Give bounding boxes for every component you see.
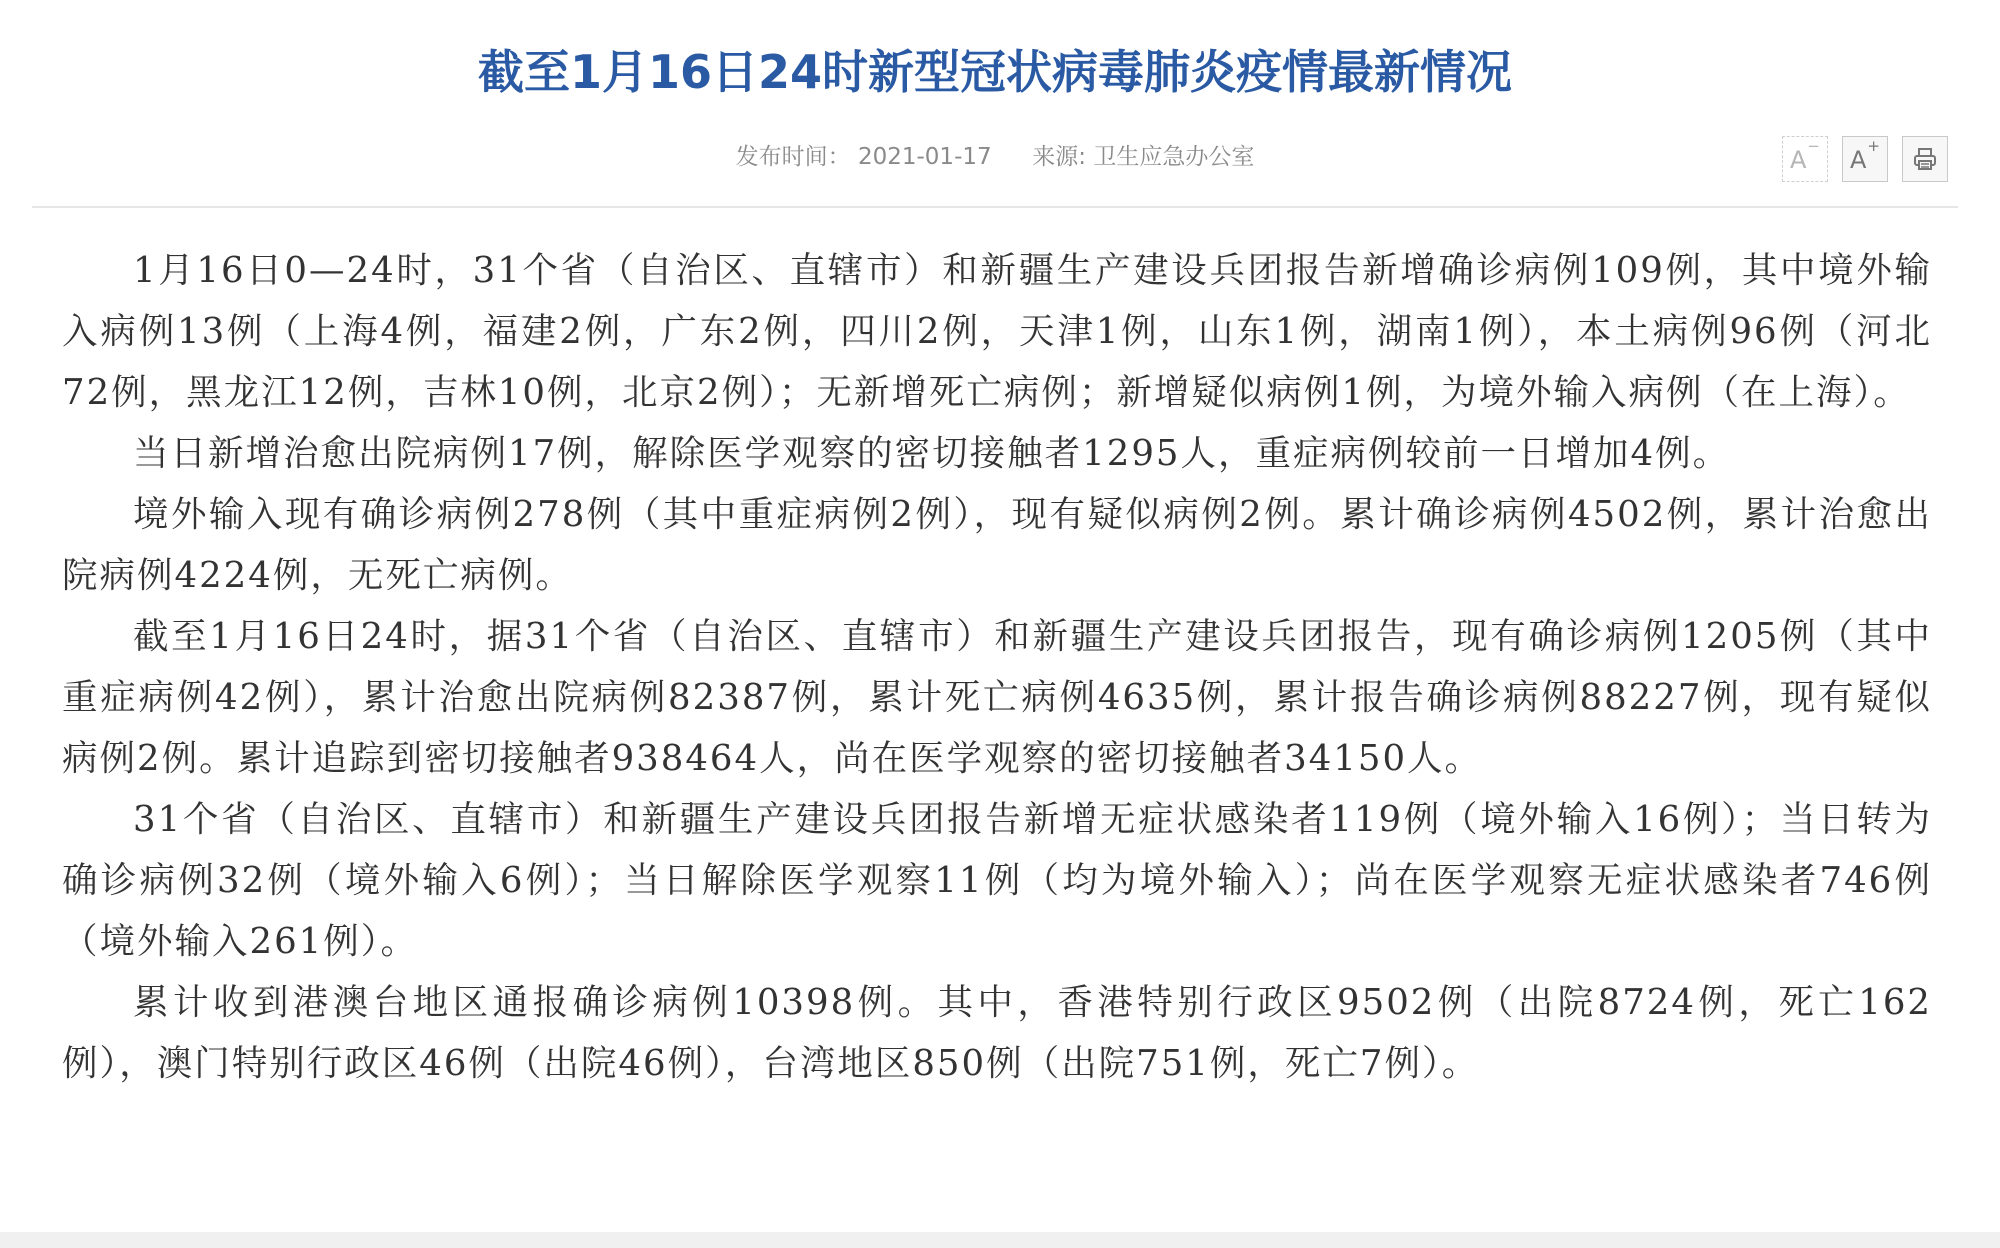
paragraph: 境外输入现有确诊病例278例（其中重症病例2例），现有疑似病例2例。累计确诊病例4502例，累计治愈出院病例4224例，无死亡病例。 <box>62 494 1932 596</box>
source-label: 来源: <box>1032 144 1087 170</box>
paragraph: 截至1月16日24时，据31个省（自治区、直辖市）和新疆生产建设兵团报告，现有确诊病例1205例（其中重症病例42例），累计治愈出院病例82387例，累计死亡病例4635例，累计报告确诊病例88227例，现有疑似病例2例。累计追踪到密切接触者938464人，尚在医学观察的密切接触者34150人。 <box>62 616 1932 779</box>
font-decrease-icon: A− <box>1790 136 1820 174</box>
publish-date: 2021-01-17 <box>857 144 992 170</box>
paragraph: 1月16日0—24时，31个省（自治区、直辖市）和新疆生产建设兵团报告新增确诊病例109例，其中境外输入病例13例（上海4例，福建2例，广东2例，四川2例，天津1例，山东1例，湖南1例），本土病例96例（河北72例，黑龙江12例，吉林10例，北京2例）；无新增死亡病例；新增疑似病例1例，为境外输入病例（在上海）。 <box>62 250 1932 413</box>
paragraph: 31个省（自治区、直辖市）和新疆生产建设兵团报告新增无症状感染者119例（境外输入16例）；当日转为确诊病例32例（境外输入6例）；当日解除医学观察11例（均为境外输入）；尚在医学观察无症状感染者746例（境外输入261例）。 <box>62 799 1932 962</box>
article-body <box>62 240 1932 1094</box>
article-title: 截至1月16日24时新型冠状病毒肺炎疫情最新情况 <box>477 45 1513 99</box>
header-divider <box>32 206 1958 208</box>
paragraph: 当日新增治愈出院病例17例，解除医学观察的密切接触者1295人，重症病例较前一日增加4例。 <box>133 433 1731 474</box>
print-button[interactable] <box>1902 136 1948 182</box>
printer-icon <box>1911 145 1939 173</box>
article-meta <box>0 138 1990 171</box>
paragraph: 累计收到港澳台地区通报确诊病例10398例。其中，香港特别行政区9502例（出院8724例，死亡162例），澳门特别行政区46例（出院46例），台湾地区850例（出院751例，死亡7例）。 <box>62 982 1932 1084</box>
source-name: 卫生应急办公室 <box>1093 144 1255 170</box>
font-decrease-button[interactable] <box>1782 136 1828 182</box>
publish-label: 发布时间： <box>735 144 851 170</box>
page-bottom-edge <box>0 1232 2000 1248</box>
article-toolbar <box>1782 136 1948 182</box>
font-increase-button[interactable] <box>1842 136 1888 182</box>
font-increase-icon: A+ <box>1850 136 1880 174</box>
